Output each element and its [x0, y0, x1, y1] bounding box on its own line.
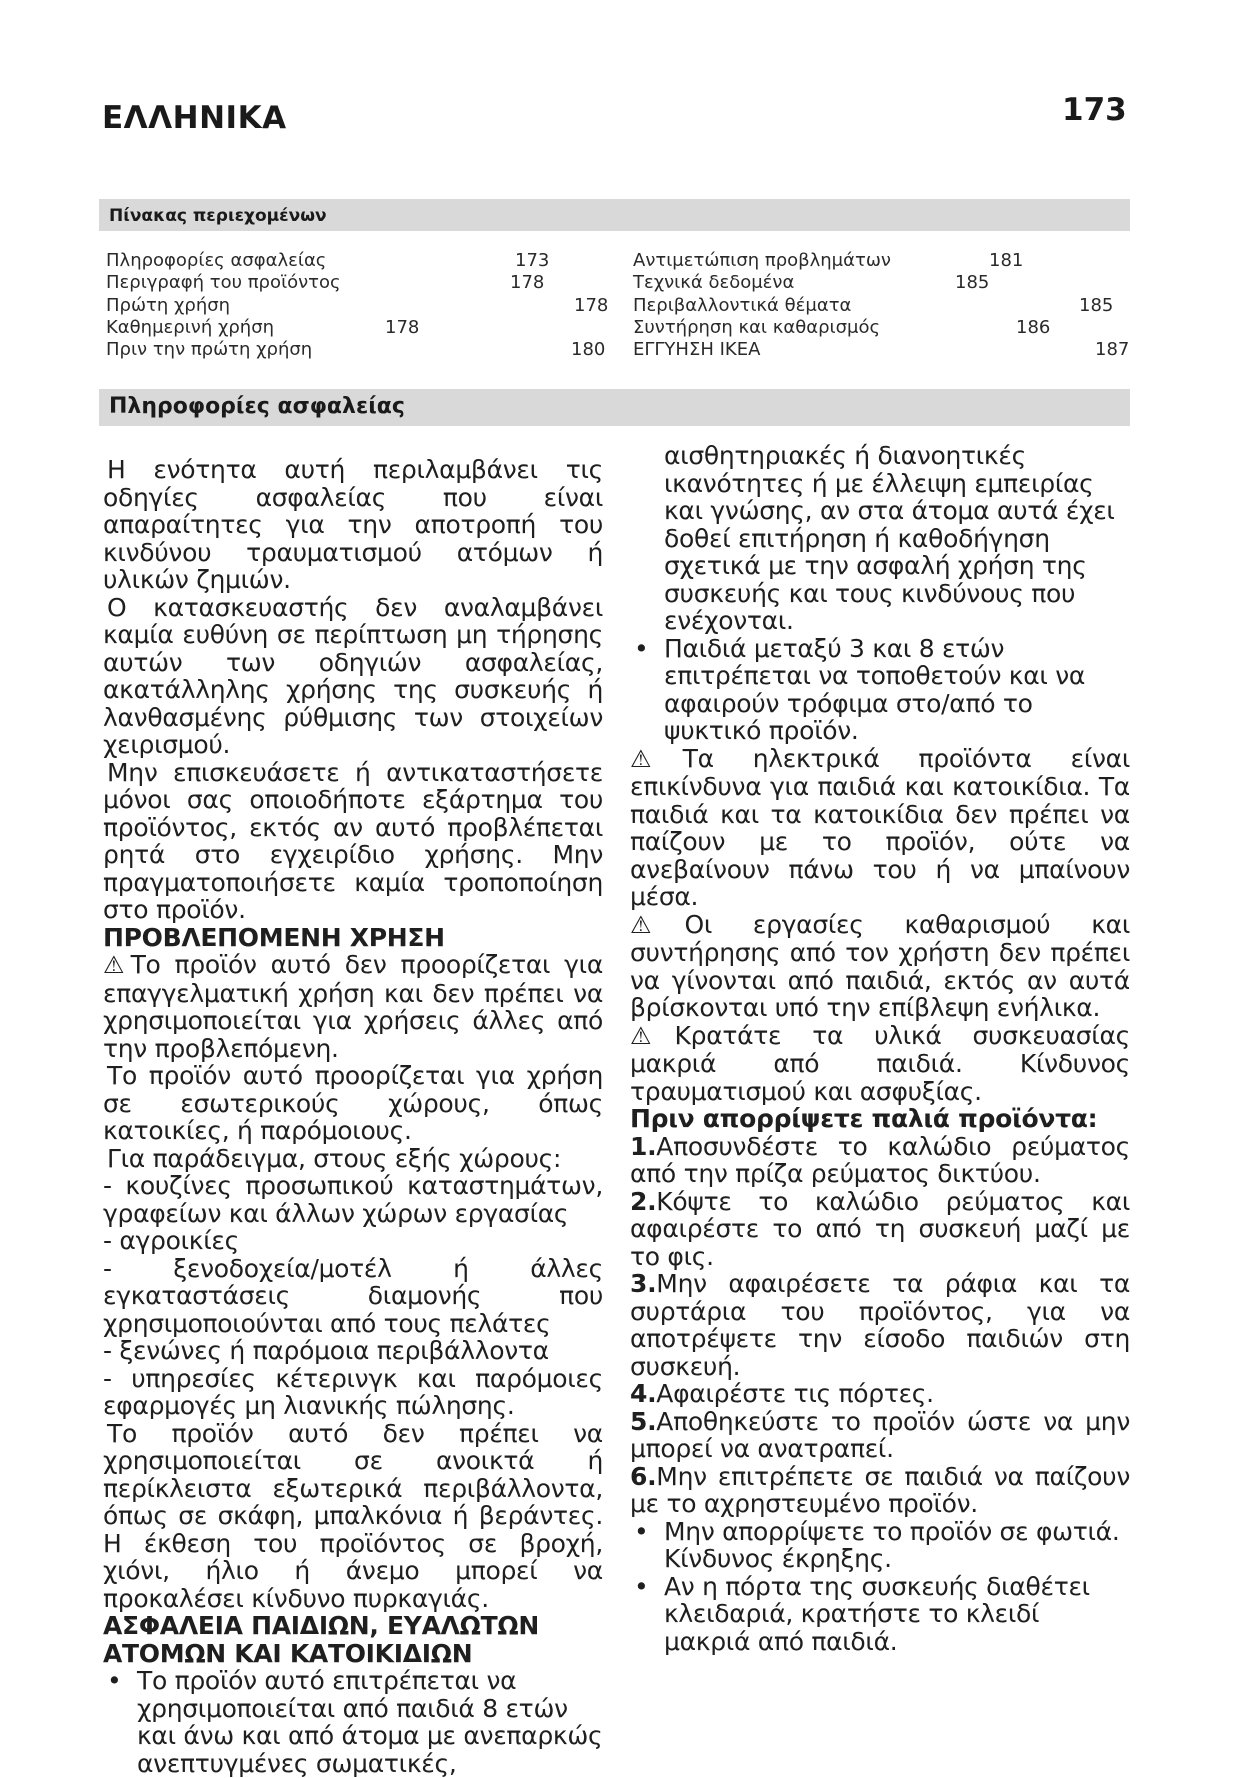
toc-entry[interactable]: Περιβαλλοντικά θέματα [633, 295, 852, 316]
bullet-text: Παιδιά μεταξύ 3 και 8 ετών επιτρέπεται να τοποθετούν και να αφαιρούν τρόφιμα στο/από το ψυκτικό προϊόν. [664, 633, 1086, 745]
bullet-dot-icon: • [634, 633, 649, 663]
disposal-step [630, 1408, 1130, 1463]
bullet-text: Μην απορρίψετε το προϊόν σε φωτιά. Κίνδυνος έκρηξης. [664, 1516, 1120, 1573]
bullet-dot-icon: • [634, 1516, 649, 1546]
toc-title: Πίνακας περιεχομένων [109, 206, 327, 226]
packaging-warning [630, 1022, 1130, 1106]
section-title: Πληροφορίες ασφαλείας [109, 394, 405, 419]
toc-entry[interactable]: ΕΓΓΥΗΣΗ IKEA [633, 339, 761, 360]
page-number: 173 [1062, 92, 1127, 128]
toc-entry[interactable]: Πρώτη χρήση [106, 295, 231, 316]
toc-entry-page: 187 [1095, 339, 1130, 360]
step-number: 3. [630, 1269, 657, 1298]
warning-text: Κρατάτε τα υλικά συσκευασίας μακριά από παιδιά. Κίνδυνος τραυματισμού και ασφυξίας. [630, 1020, 1131, 1106]
toc-entry-page: 186 [1016, 317, 1051, 338]
bullet-text: Το προϊόν αυτό επιτρέπεται να χρησιμοποιείται από παιδιά 8 ετών και άνω και από άτομα με ανεπαρκώς ανεπτυγμένες σωματικές, [137, 1666, 603, 1778]
toc-entry[interactable]: Πριν την πρώτη χρήση [106, 339, 313, 360]
disposal-step [630, 1133, 1130, 1188]
step-text: Αποθηκεύστε το προϊόν ώστε να μην μπορεί να ανατραπεί. [630, 1406, 1130, 1463]
toc-entry-page: 181 [989, 250, 1024, 271]
right-column [630, 442, 1130, 1655]
step-number: 6. [630, 1461, 657, 1491]
disposal-step [630, 1380, 1130, 1408]
bullet-text: Αν η πόρτα της συσκευής διαθέτει κλειδαριά, κρατήστε το κλειδί μακριά από παιδιά. [664, 1571, 1090, 1656]
bullet-item [630, 1573, 1130, 1656]
toc-entry[interactable]: Συντήρηση και καθαρισμός [633, 317, 881, 338]
step-number: 2. [630, 1186, 657, 1216]
professional-use-warning [103, 951, 603, 1062]
step-text: Κόψτε το καλώδιο ρεύματος και αφαιρέστε το από τη συσκευή μαζί με το φις. [630, 1186, 1130, 1271]
disposal-heading: Πριν απορρίψετε παλιά προϊόντα: [630, 1104, 1098, 1133]
list-item: - ξενοδοχεία/μοτέλ ή άλλες εγκαταστάσεις διαμονής που χρησιμοποιούνται από τους πελάτες [103, 1253, 603, 1338]
cleaning-warning [630, 911, 1130, 1022]
toc-entry-page: 178 [510, 272, 545, 293]
step-number: 1. [630, 1131, 657, 1161]
list-item: - κουζίνες προσωπικού καταστημάτων, γραφείων και άλλων χώρων εργασίας [103, 1171, 603, 1228]
bullet-item [630, 1518, 1130, 1573]
liability-paragraph: Ο κατασκευαστής δεν αναλαμβάνει καμία ευθύνη σε περίπτωση μη τήρησης αυτών των οδηγιών ασφαλείας, ακατάλληλης χρήσης της συσκευής ή λανθασμένης ρύθμισης των στοιχείων χειρισμού. [103, 592, 603, 759]
step-text: Μην επιτρέπετε σε παιδιά να παίζουν με το αχρηστευμένο προϊόν. [630, 1461, 1130, 1518]
list-item: - αγροικίες [103, 1226, 239, 1255]
list-item: - υπηρεσίες κέτερινγκ και παρόμοιες εφαρμογές μη λιανικής πώλησης. [103, 1363, 603, 1420]
warning-triangle-icon: ⚠ [630, 910, 685, 939]
intro-paragraph: Η ενότητα αυτή περιλαμβάνει τις οδηγίες ασφαλείας που είναι απαραίτητες για την αποτροπή του κινδύνου τραυματισμού ατόμων ή υλικών ζημιών. [103, 455, 603, 594]
toc-entry-page: 178 [574, 295, 609, 316]
children-safety-heading: ΑΣΦΑΛΕΙΑ ΠΑΙΔΙΩΝ, ΕΥΑΛΩΤΩΝ ΑΤΟΜΩΝ ΚΑΙ ΚΑΤΟΙΚΙΔΙΩΝ [103, 1611, 539, 1668]
step-text: Μην αφαιρέσετε τα ράφια και τα συρτάρια του προϊόντος, για να αποτρέψετε την είσοδο παιδιών στη συσκευή. [630, 1269, 1130, 1381]
toc-entry-page: 180 [571, 339, 606, 360]
electric-danger-warning [630, 745, 1130, 911]
example-intro: Για παράδειγμα, στους εξής χώρους: [107, 1143, 562, 1173]
left-column [103, 456, 603, 1777]
bullet-item [103, 1667, 603, 1777]
warning-text: Το προϊόν αυτό δεν προορίζεται για επαγγελματική χρήση και δεν πρέπει να χρησιμοποιείται για χρήσεις άλλες από την προβλεπόμενη. [103, 950, 604, 1063]
toc-entry-page: 185 [955, 272, 990, 293]
outdoor-warning-paragraph: Το προϊόν αυτό δεν πρέπει να χρησιμοποιείται σε ανοικτά ή περίκλειστα εξωτερικά περιβάλλοντα, όπως σε σκάφη, μπαλκόνια ή βεράντες. Η έκθεση του προϊόντος σε βροχή, χιόνι, ήλιο ή άνεμο μπορεί να προκαλέσει κίνδυνο πυρκαγιάς. [103, 1418, 603, 1613]
toc-entry-page: 173 [515, 250, 550, 271]
toc-entry[interactable]: Τεχνικά δεδομένα [633, 272, 795, 293]
bullet-dot-icon: • [634, 1571, 649, 1601]
warning-triangle-icon: ⚠ [630, 744, 683, 773]
warning-triangle-icon: ⚠ [103, 951, 131, 979]
toc-entry[interactable]: Περιγραφή του προϊόντος [106, 272, 341, 293]
step-number: 4. [630, 1379, 657, 1408]
indoor-use-paragraph: Το προϊόν αυτό προορίζεται για χρήση σε εσωτερικούς χώρους, όπως κατοικίες, ή παρόμοιους. [103, 1061, 603, 1145]
step-number: 5. [630, 1406, 657, 1436]
toc-entry-page: 178 [385, 317, 420, 338]
bullet-dot-icon: • [107, 1666, 122, 1695]
disposal-step [630, 1270, 1130, 1380]
no-repair-paragraph: Μην επισκευάσετε ή αντικαταστήσετε μόνοι σας οποιοδήποτε εξάρτημα του προϊόντος, εκτός αν αυτό προβλέπεται ρητά στο εγχειρίδιο χρήσης. Μην πραγματοποιήσετε καμία τροποποίηση στο προϊόν. [103, 757, 603, 924]
bullet-continuation: αισθητηριακές ή διανοητικές ικανότητες ή με έλλειψη εμπειρίας και γνώσης, αν στα άτομα αυτά έχει δοθεί επιτήρηση ή καθοδήγηση σχετικά με την ασφαλή χρήση της συσκευής και τους κινδύνους που ενέχονται. [664, 441, 1115, 635]
bullet-item [630, 635, 1130, 745]
step-text: Αποσυνδέστε το καλώδιο ρεύματος από την πρίζα ρεύματος δικτύου. [630, 1131, 1130, 1188]
toc-entry-page: 185 [1079, 295, 1114, 316]
step-text: Αφαιρέστε τις πόρτες. [656, 1379, 934, 1408]
warning-triangle-icon: ⚠ [630, 1021, 675, 1050]
warning-text: Τα ηλεκτρικά προϊόντα είναι επικίνδυνα για παιδιά και κατοικίδια. Τα παιδιά και τα κατοικίδια δεν πρέπει να παίζουν με το προϊόν, ούτε να ανεβαίνουν πάνω του ή να μπαίνουν μέσα. [630, 743, 1130, 911]
disposal-step [630, 1463, 1130, 1518]
toc-entry[interactable]: Καθημερινή χρήση [106, 317, 275, 338]
list-item: - ξενώνες ή παρόμοια περιβάλλοντα [103, 1336, 549, 1365]
toc-entry[interactable]: Αντιμετώπιση προβλημάτων [633, 250, 891, 271]
intended-use-heading: ΠΡΟΒΛΕΠΟΜΕΝΗ ΧΡΗΣΗ [103, 922, 445, 952]
warning-text: Οι εργασίες καθαρισμού και συντήρησης από τον χρήστη δεν πρέπει να γίνονται από παιδιά, εκτός αν αυτά βρίσκονται υπό την επίβλεψη ενήλικα. [630, 909, 1131, 1022]
disposal-step [630, 1188, 1130, 1271]
toc-entry[interactable]: Πληροφορίες ασφαλείας [106, 250, 327, 271]
language-title: ΕΛΛΗΝΙΚΑ [102, 100, 287, 136]
